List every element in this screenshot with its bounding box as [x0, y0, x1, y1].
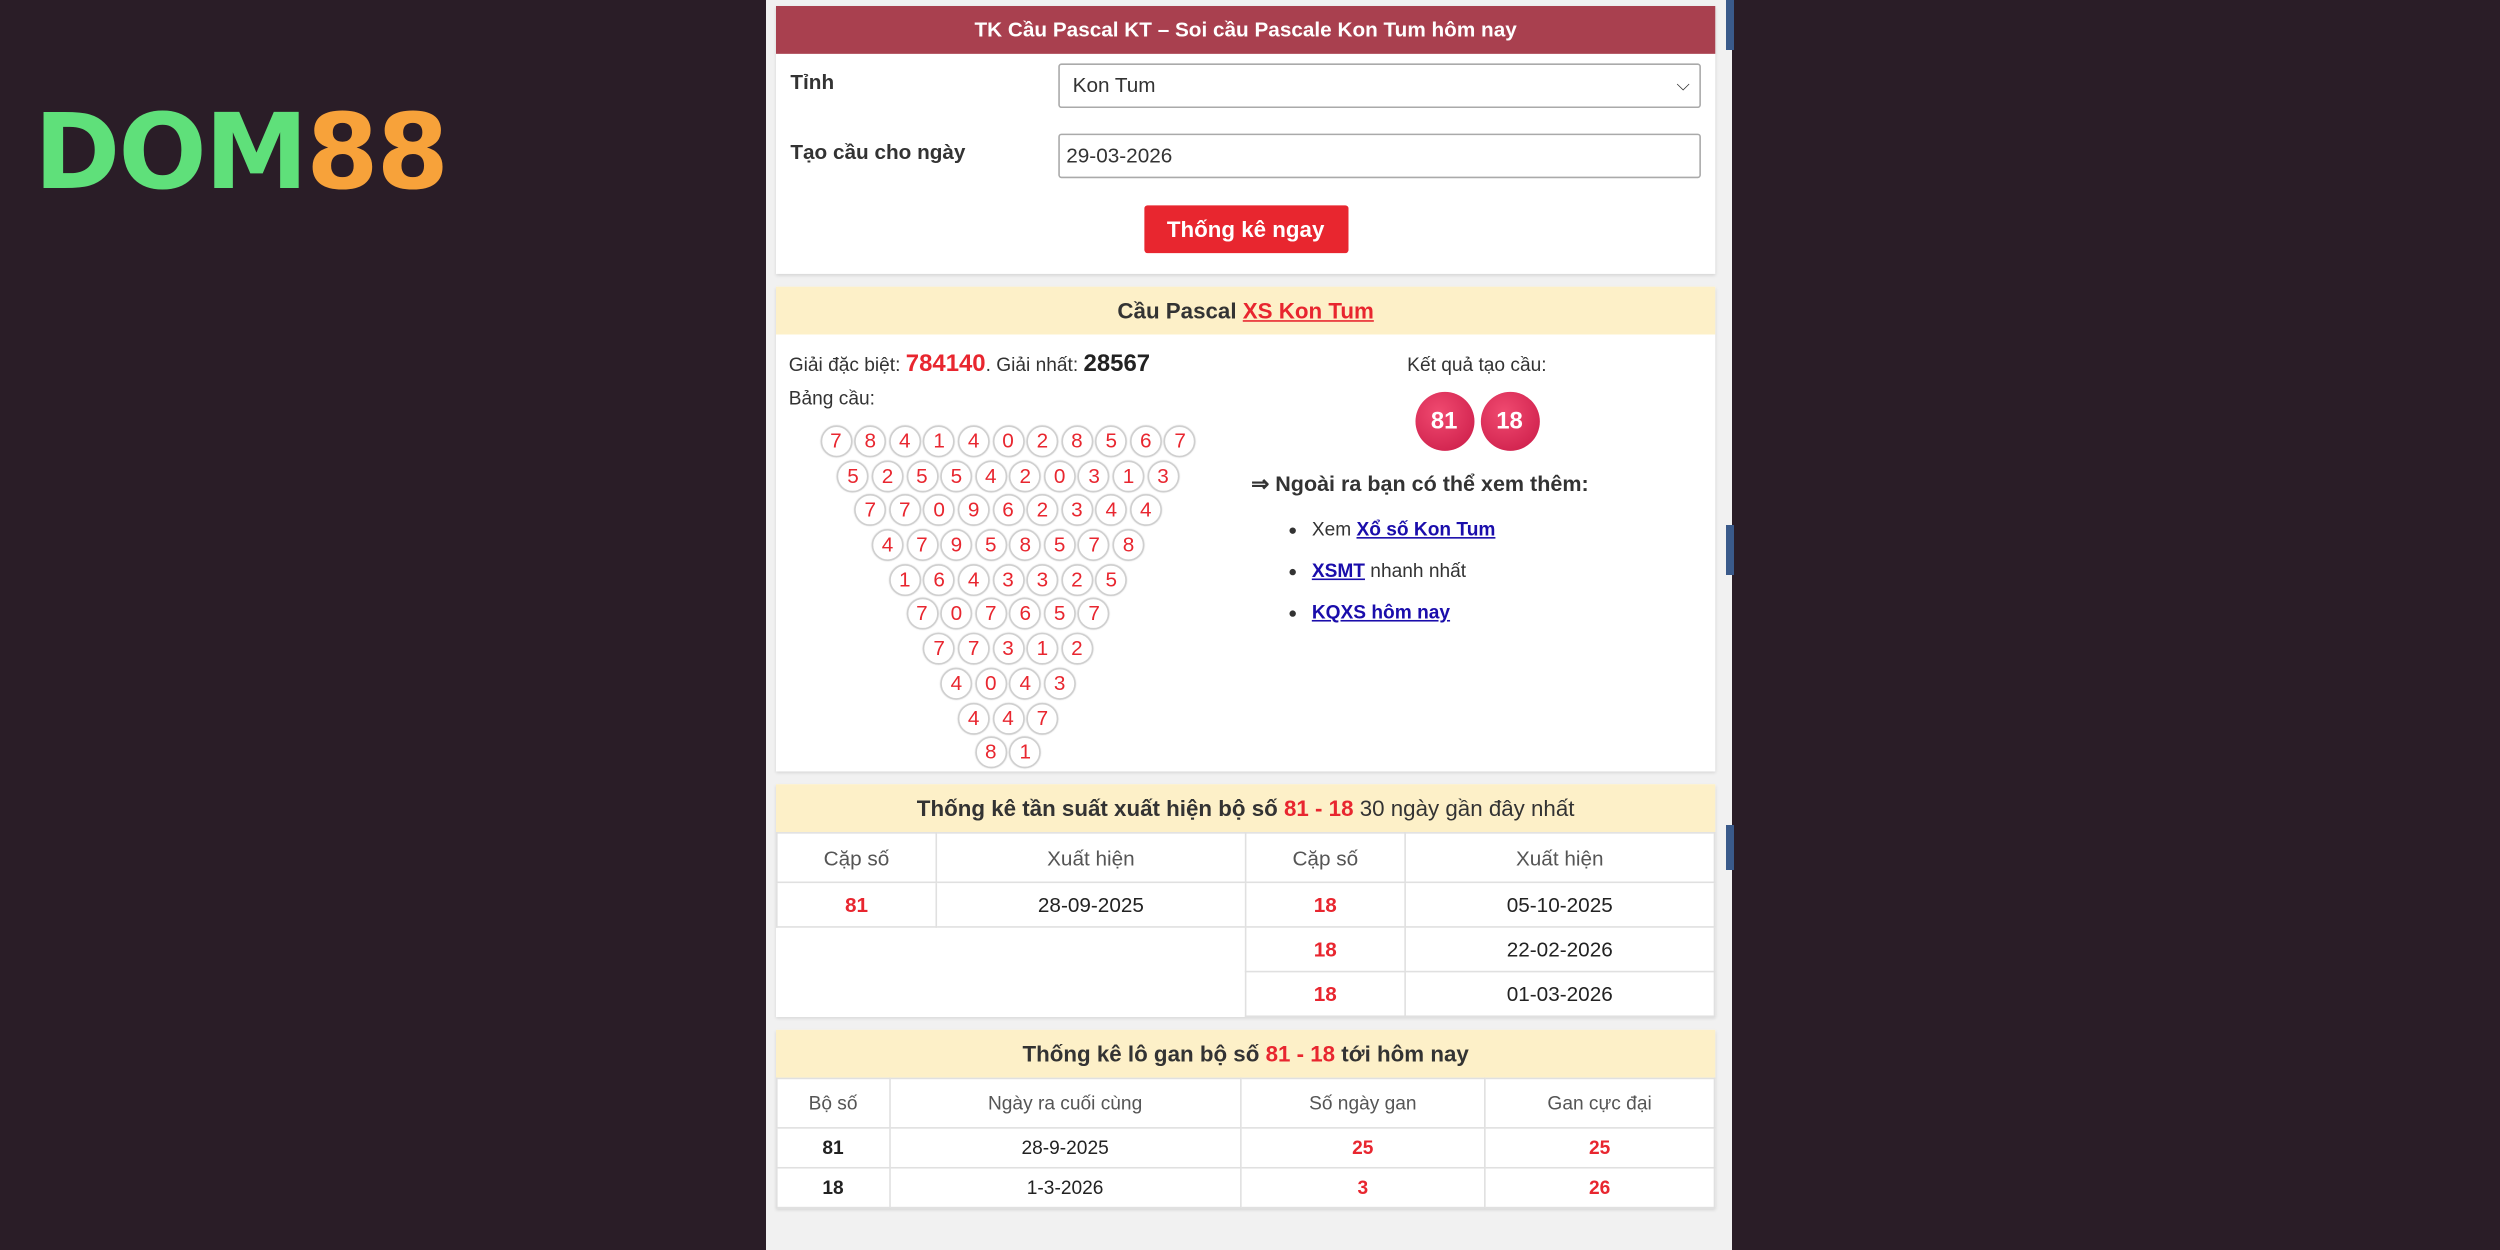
empty-cell: [936, 972, 1245, 1017]
triangle-digit: 5: [837, 460, 869, 492]
column-header: Gan cực đại: [1485, 1078, 1715, 1127]
triangle-digit: 5: [906, 460, 938, 492]
triangle-digit: 4: [940, 668, 972, 700]
frequency-title-suffix: 30 ngày gần đây nhất: [1359, 795, 1575, 821]
stats-form-panel: [776, 6, 1715, 274]
logo-text-88: 88: [306, 91, 447, 213]
first-prize-value: 28567: [1083, 350, 1151, 378]
lo-gan-panel: [776, 1030, 1715, 1209]
gan-days-cell: 25: [1241, 1128, 1485, 1168]
pascal-panel: [776, 287, 1715, 772]
empty-cell: [777, 927, 936, 972]
triangle-digit: 6: [923, 564, 955, 596]
table-row: [777, 972, 1715, 1017]
table-row: [777, 1128, 1715, 1168]
special-prize-value: 784140: [905, 350, 986, 378]
pair-cell: 18: [1246, 927, 1405, 972]
column-header: Số ngày gan: [1241, 1078, 1485, 1127]
triangle-digit: 2: [1009, 460, 1041, 492]
more-title: ⇒ Ngoài ra bạn có thể xem thêm:: [1251, 471, 1589, 496]
triangle-digit: 8: [1113, 529, 1145, 561]
date-cell: 28-09-2025: [936, 882, 1245, 927]
triangle-row: [789, 564, 1228, 599]
last-date-cell: 28-9-2025: [889, 1128, 1241, 1168]
triangle-digit: 4: [958, 564, 990, 596]
submit-wrap: [776, 197, 1715, 274]
frequency-title-prefix: Thống kê tần suất xuất hiện bộ số: [916, 795, 1278, 821]
column-header: Bộ số: [777, 1078, 890, 1127]
xo-so-kon-tum-link[interactable]: Xổ số Kon Tum: [1356, 517, 1496, 541]
table-header-row: [777, 1078, 1715, 1127]
triangle-digit: 4: [975, 460, 1007, 492]
table-label: Bảng cầu:: [788, 387, 875, 410]
pair-cell: 81: [777, 1128, 890, 1168]
logo-text-dom: DOM: [34, 91, 307, 213]
triangle-digit: 5: [1044, 598, 1076, 630]
triangle-digit: 7: [906, 529, 938, 561]
triangle-digit: 2: [1027, 495, 1059, 527]
triangle-digit: 1: [923, 425, 955, 457]
result-balls: [1251, 392, 1702, 451]
triangle-digit: 4: [1095, 495, 1127, 527]
triangle-digit: 2: [872, 460, 904, 492]
triangle-row: [789, 598, 1228, 633]
triangle-digit: 3: [1027, 564, 1059, 596]
pascal-title-prefix: Cầu Pascal: [1117, 297, 1237, 324]
triangle-digit: 7: [923, 633, 955, 665]
triangle-digit: 1: [1027, 633, 1059, 665]
xsmt-link[interactable]: XSMT: [1311, 559, 1365, 582]
submit-button[interactable]: Thống kê ngay: [1144, 205, 1348, 253]
gan-max-cell: 26: [1485, 1168, 1715, 1208]
scroll-marker: [1726, 0, 1734, 50]
triangle-row: [789, 495, 1228, 530]
triangle-digit: 9: [940, 529, 972, 561]
dom88-logo[interactable]: [34, 91, 447, 213]
more-links-list: [1251, 510, 1702, 634]
date-cell: 05-10-2025: [1405, 882, 1714, 927]
triangle-digit: 0: [1044, 460, 1076, 492]
pascal-triangle: [789, 425, 1251, 771]
form-title: TK Cầu Pascal KT – Soi cầu Pascale Kon Tum hôm nay: [776, 6, 1715, 54]
triangle-digit: 7: [1027, 702, 1059, 734]
lo-gan-title-suffix: tới hôm nay: [1341, 1040, 1469, 1067]
column-header: Cặp số: [1246, 833, 1405, 882]
xs-kon-tum-link[interactable]: XS Kon Tum: [1242, 297, 1374, 324]
last-date-cell: 1-3-2026: [889, 1168, 1241, 1208]
triangle-digit: 6: [992, 495, 1024, 527]
result-ball: 18: [1480, 392, 1539, 451]
triangle-digit: 8: [854, 425, 886, 457]
pair-cell: 81: [777, 882, 936, 927]
frequency-panel: [776, 784, 1715, 1017]
triangle-row: [789, 529, 1228, 564]
triangle-digit: 4: [872, 529, 904, 561]
triangle-row: [789, 633, 1228, 668]
province-select[interactable]: [1058, 63, 1701, 108]
prize-line: Giải đặc biệt: 784140. Giải nhất: 28567: [788, 350, 1151, 378]
triangle-digit: 7: [1078, 598, 1110, 630]
triangle-digit: 0: [940, 598, 972, 630]
triangle-digit: 0: [992, 425, 1024, 457]
table-header-row: [777, 833, 1715, 882]
triangle-digit: 7: [975, 598, 1007, 630]
date-input[interactable]: 29-03-2026: [1058, 134, 1701, 179]
triangle-digit: 4: [1009, 668, 1041, 700]
triangle-digit: 6: [1130, 425, 1162, 457]
triangle-digit: 1: [1113, 460, 1145, 492]
pair-cell: 18: [1246, 972, 1405, 1017]
lo-gan-title-pair: 81 - 18: [1265, 1040, 1336, 1067]
list-item: [1312, 551, 1703, 592]
triangle-digit: 7: [906, 598, 938, 630]
triangle-digit: 8: [975, 737, 1007, 769]
scroll-marker: [1726, 825, 1734, 870]
lo-gan-title: [776, 1030, 1715, 1078]
triangle-digit: 3: [1147, 460, 1179, 492]
empty-cell: [936, 927, 1245, 972]
triangle-digit: 4: [889, 425, 921, 457]
triangle-digit: 2: [1061, 633, 1093, 665]
triangle-digit: 2: [1027, 425, 1059, 457]
column-header: Ngày ra cuối cùng: [889, 1078, 1241, 1127]
table-row: [777, 1168, 1715, 1208]
frequency-title-pair: 81 - 18: [1283, 795, 1354, 821]
triangle-digit: 7: [1164, 425, 1196, 457]
date-row: [776, 119, 1715, 197]
triangle-digit: 4: [958, 425, 990, 457]
triangle-digit: 7: [820, 425, 852, 457]
frequency-table: [776, 832, 1715, 1017]
date-cell: 22-02-2026: [1405, 927, 1714, 972]
triangle-digit: 7: [1078, 529, 1110, 561]
triangle-digit: 2: [1061, 564, 1093, 596]
triangle-digit: 3: [992, 633, 1024, 665]
triangle-digit: 3: [1061, 495, 1093, 527]
pair-cell: 18: [777, 1168, 890, 1208]
triangle-row: [789, 668, 1228, 703]
triangle-digit: 5: [1044, 529, 1076, 561]
kqxs-today-link[interactable]: KQXS hôm nay: [1311, 600, 1451, 624]
triangle-digit: 9: [958, 495, 990, 527]
triangle-digit: 0: [923, 495, 955, 527]
result-label: Kết quả tạo cầu:: [1407, 353, 1547, 376]
triangle-digit: 5: [1095, 425, 1127, 457]
triangle-row: [789, 460, 1228, 495]
pascal-left: [788, 350, 1251, 764]
table-row: [777, 927, 1715, 972]
chevron-down-icon: ⌵: [1676, 76, 1690, 96]
pascal-body: [776, 335, 1715, 772]
triangle-row: [789, 702, 1228, 737]
triangle-digit: 5: [1095, 564, 1127, 596]
lo-gan-title-prefix: Thống kê lô gan bộ số: [1022, 1040, 1260, 1067]
triangle-digit: 4: [992, 702, 1024, 734]
gan-max-cell: 25: [1485, 1128, 1715, 1168]
triangle-digit: 5: [975, 529, 1007, 561]
list-item: [1312, 593, 1703, 634]
triangle-digit: 3: [1044, 668, 1076, 700]
pair-cell: 18: [1246, 882, 1405, 927]
date-label: Tạo cầu cho ngày: [790, 139, 966, 164]
triangle-digit: 1: [889, 564, 921, 596]
triangle-digit: 3: [1078, 460, 1110, 492]
pascal-page: [776, 6, 1715, 1221]
pascal-title: [776, 287, 1715, 335]
lo-gan-table: [776, 1078, 1715, 1209]
column-header: Cặp số: [777, 833, 936, 882]
triangle-digit: 8: [1061, 425, 1093, 457]
triangle-digit: 6: [1009, 598, 1041, 630]
province-label: Tỉnh: [790, 69, 835, 94]
pascal-right: [1251, 350, 1702, 749]
triangle-digit: 4: [1130, 495, 1162, 527]
triangle-digit: 4: [958, 702, 990, 734]
triangle-digit: 5: [940, 460, 972, 492]
triangle-digit: 8: [1009, 529, 1041, 561]
frequency-title: [776, 784, 1715, 832]
link-suffix: nhanh nhất: [1364, 559, 1467, 582]
triangle-row: [789, 737, 1228, 772]
province-row: [776, 54, 1715, 119]
triangle-digit: 7: [889, 495, 921, 527]
column-header: Xuất hiện: [1405, 833, 1714, 882]
triangle-digit: 0: [975, 668, 1007, 700]
triangle-digit: 7: [958, 633, 990, 665]
triangle-digit: 7: [854, 495, 886, 527]
column-header: Xuất hiện: [936, 833, 1245, 882]
province-value: Kon Tum: [1072, 72, 1156, 97]
gan-days-cell: 3: [1241, 1168, 1485, 1208]
table-row: [777, 882, 1715, 927]
special-prize-label: Giải đặc biệt:: [788, 353, 901, 376]
triangle-row: [789, 425, 1228, 460]
date-cell: 01-03-2026: [1405, 972, 1714, 1017]
list-item: [1312, 510, 1703, 551]
result-ball: 81: [1415, 392, 1474, 451]
link-prefix: Xem: [1311, 517, 1357, 541]
triangle-digit: 3: [992, 564, 1024, 596]
empty-cell: [777, 972, 936, 1017]
first-prize-label: Giải nhất:: [996, 353, 1079, 376]
triangle-digit: 1: [1009, 737, 1041, 769]
scroll-marker: [1726, 525, 1734, 575]
